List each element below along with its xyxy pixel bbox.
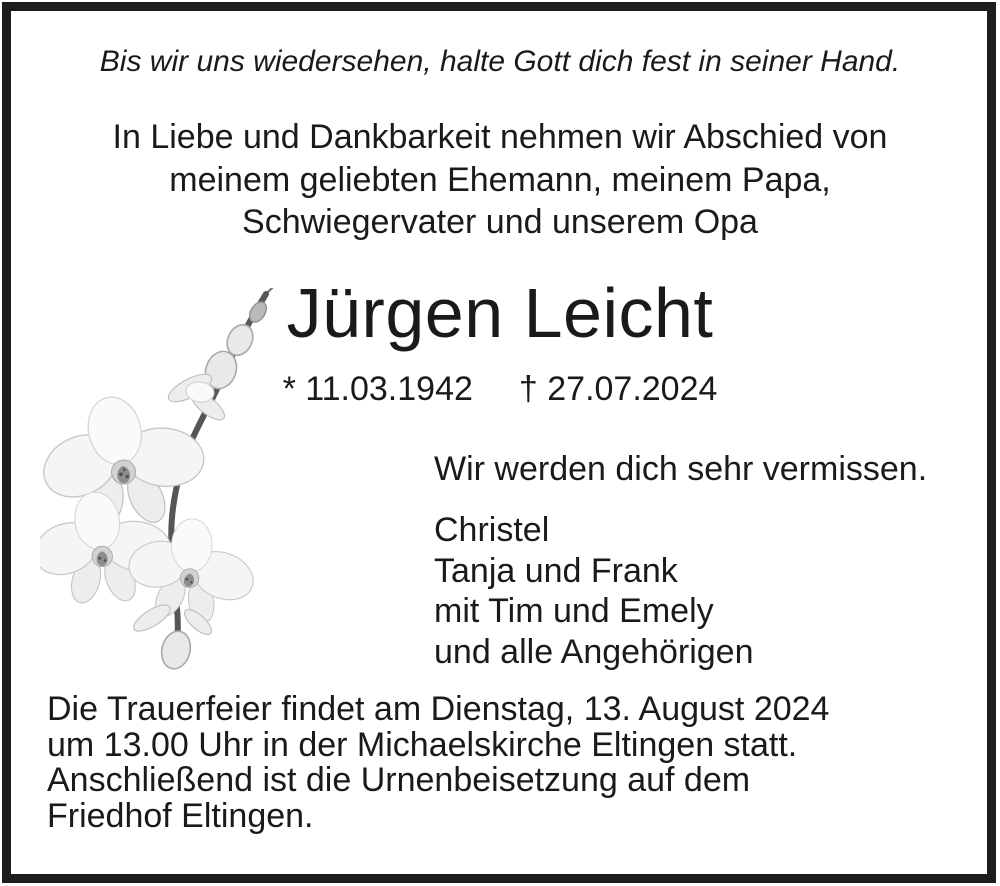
intro-text — [0, 116, 1000, 244]
orchid-photo — [40, 288, 280, 698]
mourner-line: Christel — [434, 511, 550, 549]
intro-line: meinem geliebten Ehemann, meinem Papa, — [169, 160, 831, 199]
intro-line: In Liebe und Dankbarkeit nehmen wir Abschied von — [112, 118, 888, 156]
mourners-list — [434, 510, 754, 672]
farewell-line: Wir werden dich sehr vermissen. — [434, 450, 928, 488]
funeral-line: Anschließend ist die Urnenbeisetzung auf dem — [47, 761, 751, 800]
mourner-line: mit Tim und Emely — [434, 592, 714, 630]
deceased-name: Jürgen Leicht — [286, 274, 714, 352]
epigraph-quote: Bis wir uns wiedersehen, halte Gott dich fest in seiner Hand. — [99, 45, 901, 78]
mourner-line: und alle Angehörigen — [434, 632, 754, 671]
death-date: † 27.07.2024 — [518, 370, 718, 408]
funeral-line: Die Trauerfeier findet am Dienstag, 13. August 2024 — [47, 690, 830, 728]
life-dates — [0, 372, 1000, 406]
mourner-line: Tanja und Frank — [434, 551, 678, 590]
orchid-bud — [158, 628, 194, 672]
intro-line: Schwiegervater und unserem Opa — [242, 203, 758, 241]
funeral-details — [47, 692, 829, 835]
birth-date: * 11.03.1942 — [282, 370, 473, 408]
funeral-line: um 13.00 Uhr in der Michaelskirche Eltingen statt. — [47, 725, 798, 764]
funeral-line: Friedhof Eltingen. — [47, 797, 314, 836]
orchid-leaf — [130, 600, 174, 636]
